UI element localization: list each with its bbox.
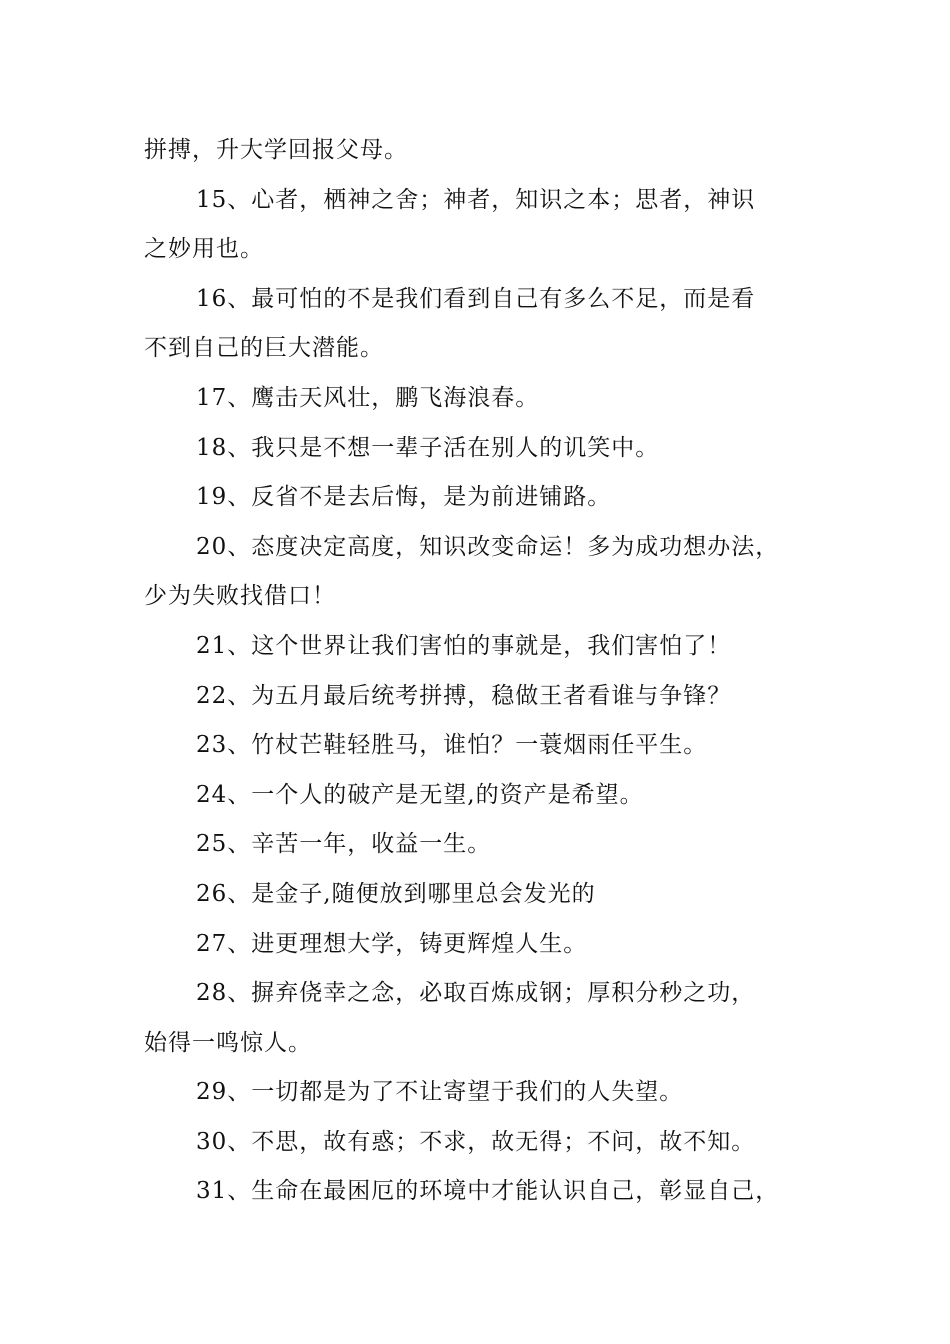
- text-line: 18、我只是不想一辈子活在别人的讥笑中。: [196, 434, 660, 461]
- text-line: 少为失败找借口！: [144, 583, 336, 610]
- text-line: 17、鹰击天风壮，鹏飞海浪春。: [196, 384, 540, 411]
- text-line: 30、不思，故有惑；不求，故无得；不问，故不知。: [196, 1128, 756, 1155]
- document-body: [144, 126, 834, 1217]
- text-line: 19、反省不是去后悔，是为前进铺路。: [196, 484, 612, 511]
- text-line: 拼搏，升大学回报父母。: [144, 137, 408, 163]
- text-line: 28、摒弃侥幸之念，必取百炼成钢；厚积分秒之功，: [196, 980, 756, 1007]
- text-line: 15、心者，栖神之舍；神者，知识之本；思者，神识: [196, 186, 756, 213]
- text-line: 27、进更理想大学，铸更辉煌人生。: [196, 930, 588, 957]
- text-line: 不到自己的巨大潜能。: [144, 335, 384, 362]
- text-line: 29、一切都是为了不让寄望于我们的人失望。: [196, 1079, 684, 1106]
- text-line: 始得一鸣惊人。: [144, 1029, 312, 1056]
- text-line: 26、是金子,随便放到哪里总会发光的: [196, 880, 596, 907]
- text-line: 21、这个世界让我们害怕的事就是，我们害怕了！: [196, 632, 732, 659]
- text-line: 20、态度决定高度，知识改变命运！多为成功想办法，: [196, 533, 780, 560]
- text-line: 之妙用也。: [144, 236, 264, 263]
- text-line: 24、一个人的破产是无望,的资产是希望。: [196, 781, 644, 808]
- text-line: 31、生命在最困厄的环境中才能认识自己，彰显自己，: [196, 1178, 780, 1205]
- text-line: 23、竹杖芒鞋轻胜马，谁怕？一蓑烟雨任平生。: [196, 732, 708, 759]
- text-line: 25、辛苦一年，收益一生。: [196, 831, 492, 858]
- text-line: 22、为五月最后统考拼搏，稳做王者看谁与争锋？: [196, 682, 732, 709]
- text-line: 16、最可怕的不是我们看到自己有多么不足，而是看: [196, 285, 756, 312]
